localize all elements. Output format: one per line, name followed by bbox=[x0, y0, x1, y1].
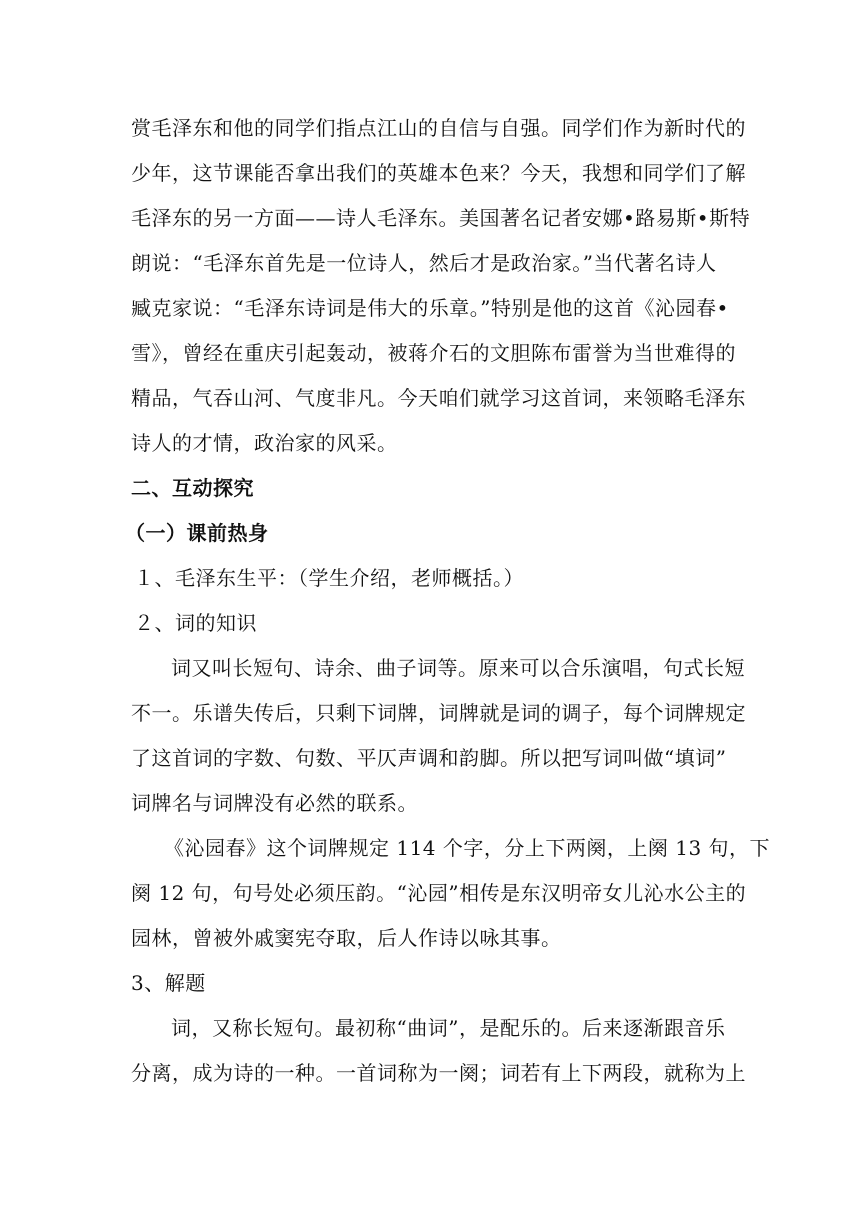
list-item: １、毛泽东生平：（学生介绍，老师概括。） bbox=[134, 566, 524, 590]
paragraph-line: 毛泽东的另一方面——诗人毛泽东。美国著名记者安娜•路易斯•斯特 bbox=[131, 206, 751, 230]
list-item: ２、词的知识 bbox=[134, 611, 257, 635]
list-item: 3、解题 bbox=[131, 971, 206, 995]
paragraph-line: 了这首词的字数、句数、平仄声调和韵脚。所以把写词叫做“填词” bbox=[131, 746, 727, 770]
paragraph-line: 不一。乐谱失传后，只剩下词牌，词牌就是词的调子，每个词牌规定 bbox=[131, 701, 746, 725]
subsection-heading: （一）课前热身 bbox=[125, 521, 269, 545]
paragraph-line: 分离，成为诗的一种。一首词称为一阕；词若有上下两段，就称为上 bbox=[131, 1061, 746, 1085]
paragraph-line: 园林，曾被外戚窦宪夺取，后人作诗以咏其事。 bbox=[131, 926, 562, 950]
paragraph-line: 精品，气吞山河、气度非凡。今天咱们就学习这首词，来领略毛泽东 bbox=[131, 386, 746, 410]
paragraph-line: 臧克家说：“毛泽东诗词是伟大的乐章。”特别是他的这首《沁园春• bbox=[131, 296, 729, 320]
paragraph-line: 雪》，曾经在重庆引起轰动，被蒋介石的文胆陈布雷誉为当世难得的 bbox=[131, 341, 736, 365]
paragraph-line: 词又叫长短句、诗余、曲子词等。原来可以合乐演唱，句式长短 bbox=[171, 656, 745, 680]
paragraph-line: 诗人的才情，政治家的风采。 bbox=[131, 431, 398, 455]
paragraph-line: 少年，这节课能否拿出我们的英雄本色来？今天，我想和同学们了解 bbox=[131, 161, 746, 185]
paragraph-line: 《沁园春》这个词牌规定 114 个字，分上下两阕，上阕 13 句，下 bbox=[164, 836, 771, 860]
paragraph-line: 阕 12 句，句号处必须压韵。“沁园”相传是东汉明帝女儿沁水公主的 bbox=[131, 881, 747, 905]
paragraph-line: 词牌名与词牌没有必然的联系。 bbox=[131, 791, 418, 815]
section-heading: 二、互动探究 bbox=[131, 476, 254, 500]
paragraph-line: 朗说：“毛泽东首先是一位诗人，然后才是政治家。”当代著名诗人 bbox=[131, 251, 717, 275]
paragraph-line: 词，又称长短句。最初称“曲词”，是配乐的。后来逐渐跟音乐 bbox=[171, 1016, 726, 1040]
paragraph-line: 赏毛泽东和他的同学们指点江山的自信与自强。同学们作为新时代的 bbox=[131, 116, 746, 140]
